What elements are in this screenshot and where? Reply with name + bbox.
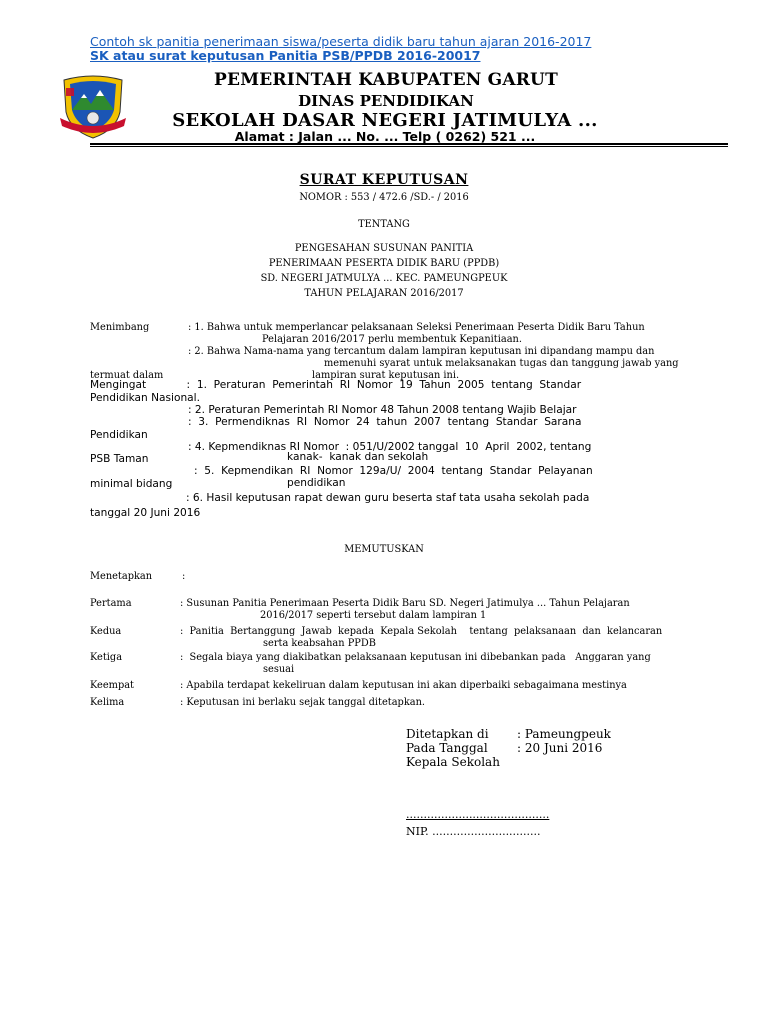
ditetapkan-value: : Pameungpeuk — [517, 727, 611, 741]
item-text: : Keputusan ini berlaku sejak tanggal ditetapkan. — [180, 697, 426, 708]
item-text: : Apabila terdapat kekeliruan dalam keputusan ini akan diperbaiki sebagaimana mestinya — [180, 680, 627, 691]
mengingat-item: minimal bidang — [90, 478, 173, 490]
subject-line: PENERIMAAN PESERTA DIDIK BARU (PPDB) — [268, 258, 500, 269]
item-label: Ketiga — [90, 652, 123, 663]
kop-pemerintah: PEMERINTAH KABUPATEN GARUT — [214, 70, 558, 90]
item-text: : Panitia Bertanggung Jawab kepada Kepala Sekolah tentang pelaksanaan dan kelancaran — [180, 626, 663, 637]
menimbang-item: memenuhi syarat untuk melaksanakan tugas dan tanggung jawab yang — [324, 358, 679, 369]
menimbang-item: lampiran surat keputusan ini. — [312, 370, 460, 381]
item-text: sesuai — [263, 664, 295, 675]
link-sk-panitia[interactable]: SK atau surat keputusan Panitia PSB/PPDB 2016-20017 — [90, 48, 481, 63]
subject-line: TAHUN PELAJARAN 2016/2017 — [304, 288, 464, 299]
kop-divider-thin — [90, 146, 728, 147]
mengingat-item: : 6. Hasil keputusan rapat dewan guru beserta staf tata usaha sekolah pada — [186, 492, 590, 504]
nomor: NOMOR : 553 / 472.6 /SD.- / 2016 — [299, 192, 469, 203]
kop-alamat: Alamat : Jalan ... No. ... Telp ( 0262) 521 ... — [234, 129, 536, 144]
signature-name-line: ......................................... — [406, 808, 550, 821]
item-text: 2016/2017 seperti tersebut dalam lampiran 1 — [260, 610, 487, 621]
mengingat-item: Pendidikan Nasional. — [90, 392, 200, 404]
item-label: Kedua — [90, 626, 122, 637]
menetapkan-label: Menetapkan — [90, 571, 153, 582]
item-text: serta keabsahan PPDB — [263, 638, 376, 649]
tanggal-label: Pada Tanggal — [406, 741, 488, 755]
memutuskan-heading: MEMUTUSKAN — [344, 544, 424, 555]
mengingat-item: PSB Taman — [90, 453, 149, 465]
menimbang-item: : 2. Bahwa Nama-nama yang tercantum dalam lampiran keputusan ini dipandang mampu dan — [188, 346, 655, 357]
mengingat-item: kanak- kanak dan sekolah — [287, 451, 429, 463]
ditetapkan-label: Ditetapkan di — [406, 727, 489, 741]
item-label: Keempat — [90, 680, 134, 691]
item-label: Kelima — [90, 697, 125, 708]
kop-dinas: DINAS PENDIDIKAN — [298, 92, 474, 110]
mengingat-item: : 3. Permendiknas RI Nomor 24 tahun 2007 tentang Standar Sarana — [188, 416, 582, 428]
menimbang-label: Menimbang — [90, 322, 150, 333]
kop-sekolah: SEKOLAH DASAR NEGERI JATIMULYA ... — [172, 110, 598, 131]
menimbang-item: termuat dalam — [90, 370, 164, 381]
subject-line: PENGESAHAN SUSUNAN PANITIA — [294, 243, 474, 254]
kepala-sekolah: Kepala Sekolah — [406, 755, 500, 769]
subject-line: SD. NEGERI JATMULYA ... KEC. PAMEUNGPEUK — [260, 273, 508, 284]
mengingat-item: : 4. Kepmendiknas RI Nomor : 051/U/2002 tanggal 10 April 2002, tentang — [188, 441, 592, 453]
menimbang-item: : 1. Bahwa untuk memperlancar pelaksanaan Seleksi Penerimaan Peserta Didik Baru Tahun — [188, 322, 645, 333]
mengingat-item: tanggal 20 Juni 2016 — [90, 507, 201, 519]
tanggal-value: : 20 Juni 2016 — [517, 741, 603, 755]
menetapkan-colon: : — [182, 571, 186, 582]
link-contoh-sk[interactable]: Contoh sk panitia penerimaan siswa/peserta didik baru tahun ajaran 2016-2017 — [90, 34, 592, 49]
mengingat-item: pendidikan — [287, 477, 346, 489]
nip: NIP. ............................... — [406, 825, 541, 838]
item-label: Pertama — [90, 598, 132, 609]
mengingat-item: : 5. Kepmendikan RI Nomor 129a/U/ 2004 tentang Standar Pelayanan — [194, 465, 593, 477]
mengingat-item: Pendidikan — [90, 429, 148, 441]
item-text: : Segala biaya yang diakibatkan pelaksanaan keputusan ini dibebankan pada Anggaran yang — [180, 652, 651, 663]
mengingat-item: : 2. Peraturan Pemerintah RI Nomor 48 Tahun 2008 tentang Wajib Belajar — [188, 404, 577, 416]
kabupaten-garut-emblem-icon — [58, 74, 128, 140]
kop-divider-thick — [90, 143, 728, 145]
menimbang-item: Pelajaran 2016/2017 perlu membentuk Kepanitiaan. — [262, 334, 522, 345]
document-title: SURAT KEPUTUSAN — [299, 172, 469, 188]
tentang: TENTANG — [358, 219, 410, 230]
item-text: : Susunan Panitia Penerimaan Peserta Didik Baru SD. Negeri Jatimulya ... Tahun Pelajaran — [180, 598, 630, 609]
mengingat-item: Mengingat : 1. Peraturan Pemerintah RI Nomor 19 Tahun 2005 tentang Standar — [90, 379, 582, 391]
